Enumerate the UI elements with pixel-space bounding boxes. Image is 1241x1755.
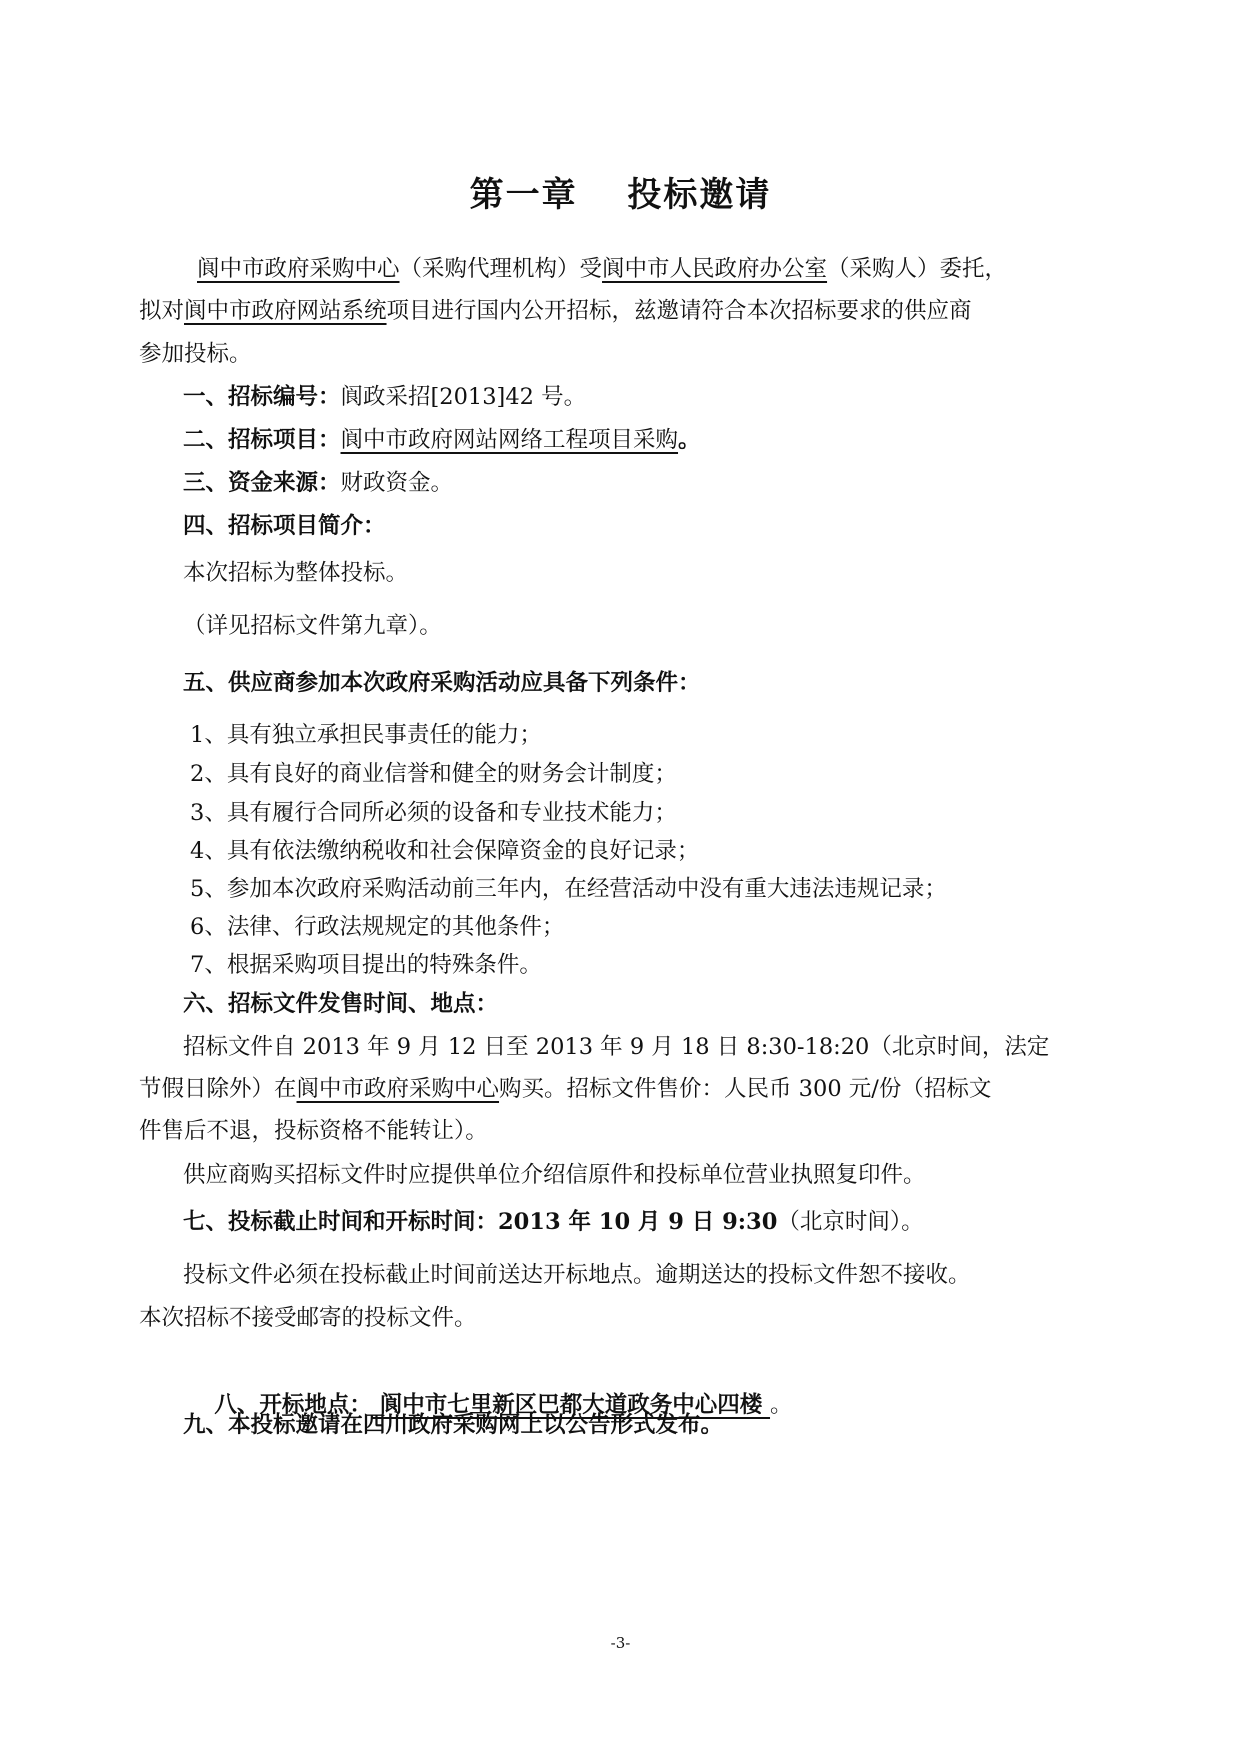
section-3-label: 三、资金来源：	[183, 470, 341, 496]
section-6-label: 六、招标文件发售时间、地点：	[183, 991, 499, 1017]
section-1	[183, 380, 586, 414]
purchaser-name: 阆中市人民政府办公室	[602, 256, 828, 282]
section-6-para1-line2	[139, 1072, 991, 1106]
section-6-place: 阆中市政府采购中心	[296, 1076, 500, 1102]
condition-item: 5、参加本次政府采购活动前三年内，在经营活动中没有重大违法违规记录；	[190, 876, 947, 902]
section-7-label: 七、投标截止时间和开标时间：2013 年 10 月 9 日 9:30	[183, 1209, 778, 1235]
section-3	[183, 466, 453, 500]
section-7-line-1: 投标文件必须在投标截止时间前送达开标地点。逾期送达的投标文件恕不接收。	[183, 1262, 971, 1288]
section-4-text-2: （详见招标文件第九章）。	[183, 613, 442, 639]
condition-item: 3、具有履行合同所必须的设备和专业技术能力；	[190, 800, 677, 826]
condition-item: 4、具有依法缴纳税收和社会保障资金的良好记录；	[190, 838, 700, 864]
intro-line-3: 参加投标。	[139, 341, 252, 367]
intro-line-1	[197, 252, 1007, 286]
section-6-suffix: 购买。招标文件售价：人民币 300 元/份（招标文	[499, 1076, 992, 1102]
condition-item: 7、根据采购项目提出的特殊条件。	[190, 952, 542, 978]
section-8-label: 八、开标地点：	[214, 1392, 372, 1418]
section-4-text-1: 本次招标为整体投标。	[183, 560, 409, 586]
section-6-para2: 供应商购买招标文件时应提供单位介绍信原件和投标单位营业执照复印件。	[183, 1162, 926, 1188]
condition-item: 6、法律、行政法规规定的其他条件；	[190, 914, 565, 940]
agency-role: （采购代理机构）受	[399, 256, 603, 282]
intro-prefix: 拟对	[139, 298, 185, 324]
condition-item: 2、具有良好的商业信誉和健全的财务会计制度；	[190, 761, 677, 787]
project-name: 阆中市政府网站系统	[184, 298, 387, 324]
section-2-end: 。	[678, 427, 701, 453]
condition-item: 1、具有独立承担民事责任的能力；	[190, 722, 542, 748]
section-7-timezone: （北京时间）。	[777, 1209, 924, 1235]
section-2-label: 二、招标项目：	[183, 427, 341, 453]
section-7	[183, 1205, 924, 1239]
section-2	[183, 423, 701, 457]
section-7-line-2: 本次招标不接受邮寄的投标文件。	[139, 1305, 477, 1331]
chapter-title: 第一章 投标邀请	[469, 175, 772, 215]
agency-name: 阆中市政府采购中心	[197, 256, 400, 282]
intro-suffix: 项目进行国内公开招标，兹邀请符合本次招标要求的供应商	[386, 298, 972, 324]
purchaser-role: （采购人）委托，	[827, 256, 1008, 282]
section-8-place: 阆中市七里新区巴都大道政务中心四楼	[371, 1392, 771, 1418]
section-2-value: 阆中市政府网站网络工程项目采购	[340, 427, 679, 453]
section-8-end: 。	[770, 1392, 793, 1418]
section-3-value: 财政资金。	[340, 470, 454, 496]
section-6-para1-line1: 招标文件自 2013 年 9 月 12 日至 2013 年 9 月 18 日 8:30-18:20（北京时间，法定	[183, 1034, 1050, 1060]
section-1-value: 阆政采招[2013]42 号。	[340, 384, 587, 410]
intro-line-2	[139, 294, 972, 328]
section-5-label: 五、供应商参加本次政府采购活动应具备下列条件：	[183, 670, 701, 696]
page-number: -3-	[610, 1634, 631, 1652]
section-9: 九、本投标邀请在四川政府采购网上以公告形式发布。	[183, 1412, 724, 1438]
section-4-label: 四、招标项目简介：	[183, 513, 386, 539]
section-6-para1-line3: 件售后不退，投标资格不能转让）。	[139, 1118, 488, 1144]
section-1-label: 一、招标编号：	[183, 384, 341, 410]
section-6-prefix: 节假日除外）在	[139, 1076, 297, 1102]
